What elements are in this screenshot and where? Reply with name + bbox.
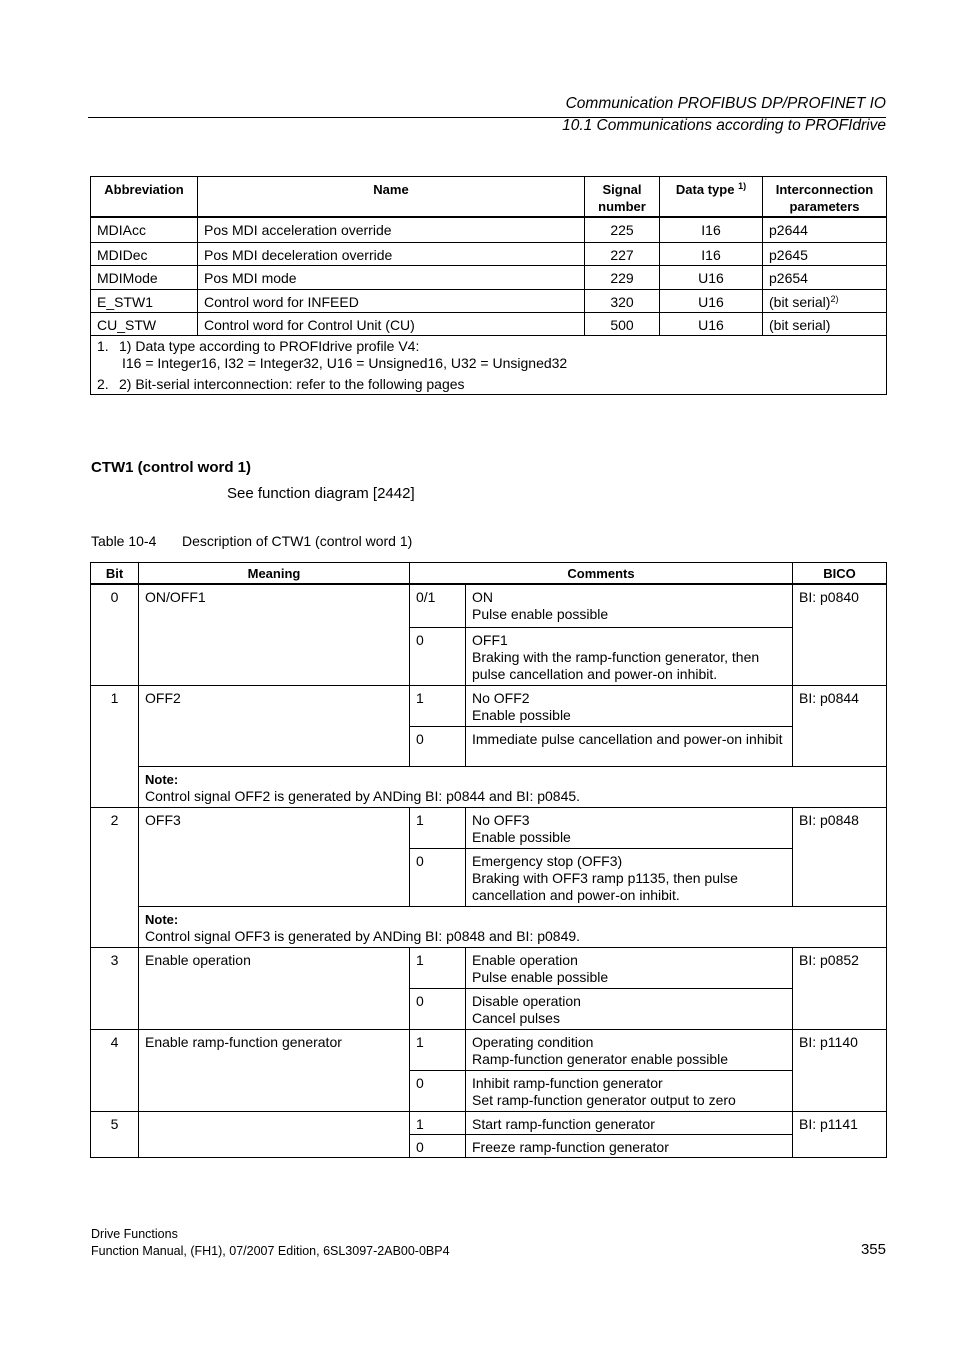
footnote <box>97 376 880 393</box>
footnote-number: 1. <box>97 337 109 354</box>
state-comment: No OFF2 Enable possible <box>466 685 793 726</box>
col-comments: Comments <box>410 563 793 585</box>
bit-meaning: OFF3 <box>139 807 410 906</box>
footnote-line: 1) Data type according to PROFIdrive profile V4: <box>119 337 420 354</box>
state-value: 1 <box>410 947 466 988</box>
bit-number: 5 <box>91 1111 139 1157</box>
bit-meaning: Enable ramp-function generator <box>139 1029 410 1111</box>
col-interconnection: Interconnection parameters <box>763 177 887 218</box>
interconnection-cell: p2644 <box>763 217 887 242</box>
table-row <box>91 242 887 265</box>
bit-meaning: Enable operation <box>139 947 410 1029</box>
ctw1-table <box>90 562 887 1158</box>
state-value: 0 <box>410 1134 466 1157</box>
footer-manual: Function Manual, (FH1), 07/2007 Edition, 6SL3097-2AB00-0BP4 <box>91 1244 450 1258</box>
state-comment: ON Pulse enable possible <box>466 584 793 627</box>
data-type-cell: I16 <box>660 242 763 265</box>
state-comment: Start ramp-function generator <box>466 1111 793 1134</box>
name-cell: Pos MDI acceleration override <box>198 217 585 242</box>
bit-number: 2 <box>91 807 139 947</box>
col-abbreviation: Abbreviation <box>91 177 198 218</box>
table-row <box>91 265 887 289</box>
bit-number: 3 <box>91 947 139 1029</box>
bico-parameter: BI: p1141 <box>793 1111 887 1157</box>
col-name: Name <box>198 177 585 218</box>
abbreviation-cell: E_STW1 <box>91 289 198 312</box>
col-meaning: Meaning <box>139 563 410 585</box>
running-header-section: 10.1 Communications according to PROFIdrive <box>562 117 886 134</box>
state-comment: Freeze ramp-function generator <box>466 1134 793 1157</box>
state-value: 0 <box>410 988 466 1029</box>
bit-meaning: OFF2 <box>139 685 410 766</box>
bit-meaning <box>139 1111 410 1157</box>
note-text: Control signal OFF2 is generated by ANDing BI: p0844 and BI: p0845. <box>145 787 581 804</box>
bit-number: 4 <box>91 1029 139 1111</box>
signal-number-cell: 229 <box>585 265 660 289</box>
function-diagram-reference: See function diagram [2442] <box>227 485 415 502</box>
state-value: 0 <box>410 848 466 906</box>
bit-number: 1 <box>91 685 139 807</box>
col-data-type <box>660 177 763 218</box>
bit-number: 0 <box>91 584 139 685</box>
note-label: Note: <box>145 911 179 927</box>
footnote-line: 2) Bit-serial interconnection: refer to the following pages <box>119 375 465 392</box>
bico-parameter: BI: p0840 <box>793 584 887 685</box>
table-row <box>91 947 887 988</box>
table-caption-label: Table 10-4 <box>91 533 157 549</box>
footnote-ref: 2) <box>830 293 839 304</box>
signal-table <box>90 176 887 395</box>
data-type-cell: U16 <box>660 265 763 289</box>
col-bico: BICO <box>793 563 887 585</box>
interconnection-cell: p2654 <box>763 265 887 289</box>
data-type-cell: I16 <box>660 217 763 242</box>
interconnection-cell: (bit serial) <box>763 312 887 335</box>
footnote-body <box>119 376 465 393</box>
state-comment: Inhibit ramp-function generator Set ramp-function generator output to zero <box>466 1070 793 1111</box>
state-value: 1 <box>410 1111 466 1134</box>
note <box>139 766 887 807</box>
state-value: 1 <box>410 1029 466 1070</box>
table-row <box>91 289 887 312</box>
state-comment: Emergency stop (OFF3) Braking with OFF3 ramp p1135, then pulse cancellation and power-on inhibit. <box>466 848 793 906</box>
data-type-cell: U16 <box>660 289 763 312</box>
running-header-chapter: Communication PROFIBUS DP/PROFINET IO <box>565 95 886 112</box>
footnote-number: 2. <box>97 375 109 392</box>
state-value: 0 <box>410 1070 466 1111</box>
bit-meaning: ON/OFF1 <box>139 584 410 685</box>
col-data-type-label: Data type <box>675 182 735 197</box>
data-type-cell: U16 <box>660 312 763 335</box>
state-value: 0/1 <box>410 584 466 627</box>
state-value: 0 <box>410 726 466 766</box>
signal-table-header <box>91 177 887 218</box>
note-text: Control signal OFF3 is generated by ANDing BI: p0848 and BI: p0849. <box>145 927 581 944</box>
abbreviation-cell: MDIAcc <box>91 217 198 242</box>
state-value: 1 <box>410 685 466 726</box>
table-caption-text: Description of CTW1 (control word 1) <box>182 533 413 549</box>
footnotes <box>91 335 887 394</box>
footnote-ref: 1) <box>738 181 747 191</box>
bico-parameter: BI: p0844 <box>793 685 887 766</box>
interconnection-cell <box>763 289 887 312</box>
footnote-body <box>119 338 567 372</box>
abbreviation-cell: MDIDec <box>91 242 198 265</box>
name-cell: Control word for INFEED <box>198 289 585 312</box>
state-value: 1 <box>410 807 466 848</box>
col-bit: Bit <box>91 563 139 585</box>
table-row <box>91 1029 887 1070</box>
table-row <box>91 685 887 726</box>
note-label: Note: <box>145 771 179 787</box>
state-value: 0 <box>410 627 466 685</box>
table-row <box>91 807 887 848</box>
interconnection-cell: p2645 <box>763 242 887 265</box>
signal-number-cell: 320 <box>585 289 660 312</box>
footer-title: Drive Functions <box>91 1227 178 1241</box>
state-comment: Enable operation Pulse enable possible <box>466 947 793 988</box>
abbreviation-cell: MDIMode <box>91 265 198 289</box>
state-comment: No OFF3 Enable possible <box>466 807 793 848</box>
abbreviation-cell: CU_STW <box>91 312 198 335</box>
table-row <box>91 1111 887 1134</box>
table-row <box>91 584 887 627</box>
footnote <box>97 338 880 372</box>
note-row <box>91 906 887 947</box>
table-row <box>91 217 887 242</box>
signal-number-cell: 225 <box>585 217 660 242</box>
state-comment: Operating condition Ramp-function generator enable possible <box>466 1029 793 1070</box>
section-heading: CTW1 (control word 1) <box>91 459 251 476</box>
name-cell: Control word for Control Unit (CU) <box>198 312 585 335</box>
signal-number-cell: 500 <box>585 312 660 335</box>
ctw1-table-header <box>91 563 887 585</box>
note <box>139 906 887 947</box>
bico-parameter: BI: p0848 <box>793 807 887 906</box>
signal-number-cell: 227 <box>585 242 660 265</box>
footnotes-row <box>91 335 887 394</box>
bico-parameter: BI: p1140 <box>793 1029 887 1111</box>
col-signal-number: Signal number <box>585 177 660 218</box>
page-number: 355 <box>860 1241 886 1258</box>
bico-parameter: BI: p0852 <box>793 947 887 1029</box>
name-cell: Pos MDI deceleration override <box>198 242 585 265</box>
footnote-line: I16 = Integer16, I32 = Integer32, U16 = Unsigned16, U32 = Unsigned32 <box>122 354 568 371</box>
table-row <box>91 312 887 335</box>
state-comment: Disable operation Cancel pulses <box>466 988 793 1029</box>
interconnection-value: (bit serial) <box>769 293 831 310</box>
state-comment: OFF1 Braking with the ramp-function generator, then pulse cancellation and power-on inhibit. <box>466 627 793 685</box>
note-row <box>91 766 887 807</box>
name-cell: Pos MDI mode <box>198 265 585 289</box>
state-comment: Immediate pulse cancellation and power-on inhibit <box>466 726 793 766</box>
